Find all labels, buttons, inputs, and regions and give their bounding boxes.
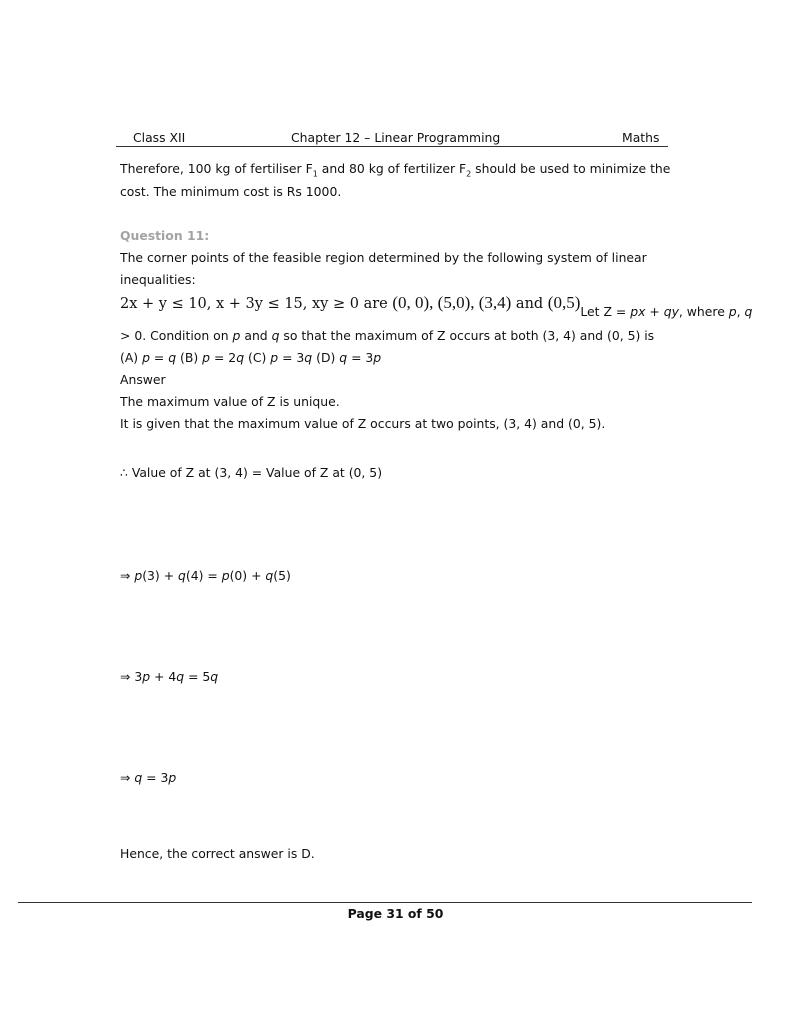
math-points: (0, 0), (5,0), (3,4) [392,293,512,312]
conclusion: Hence, the correct answer is D. [120,846,315,861]
header-rule [116,146,668,147]
answer-label: Answer [120,372,166,387]
text-line: inequalities: [120,272,196,287]
header-class: Class XII [133,130,186,145]
text-line: It is given that the maximum value of Z occurs at two points, (3, 4) and (0, 5). [120,416,606,431]
math-inequalities: 2x + y ≤ 10, x + 3y ≤ 15, xy ≥ 0 are [120,296,393,312]
footer-rule [18,902,752,903]
options-line: (A) p = q (B) p = 2q (C) p = 3q (D) q = 3p [120,350,382,365]
header-chapter: Chapter 12 – Linear Programming [291,130,501,145]
step-line: ⇒ p(3) + q(4) = p(0) + q(5) [120,568,291,583]
step-line: ⇒ 3p + 4q = 5q [120,669,219,684]
page-number: Page 31 of 50 [347,906,444,921]
text-line: > 0. Condition on p and q so that the maximum of Z occurs at both (3, 4) and (0, 5) is [120,328,655,343]
header-subject: Maths [622,130,660,145]
step-line: ⇒ q = 3p [120,770,177,785]
text-line: The corner points of the feasible region determined by the following system of linear [120,250,647,265]
question-heading: Question 11: [120,228,210,243]
text-line: cost. The minimum cost is Rs 1000. [120,184,342,199]
step-line: ∴ Value of Z at (3, 4) = Value of Z at (0, 5) [120,465,383,480]
text-line: Therefore, 100 kg of fertiliser $F_1$ and 80 kg of fertilizer $F_2$ should be used to minimize the [120,161,671,179]
text-line: The maximum value of Z is unique. [120,394,340,409]
math-line: 2x + y ≤ 10, x + 3y ≤ 15, xy ≥ 0 are (0, 0), (5,0), (3,4) and (0,5)Let Z = px + qy, where p, q [120,293,753,319]
